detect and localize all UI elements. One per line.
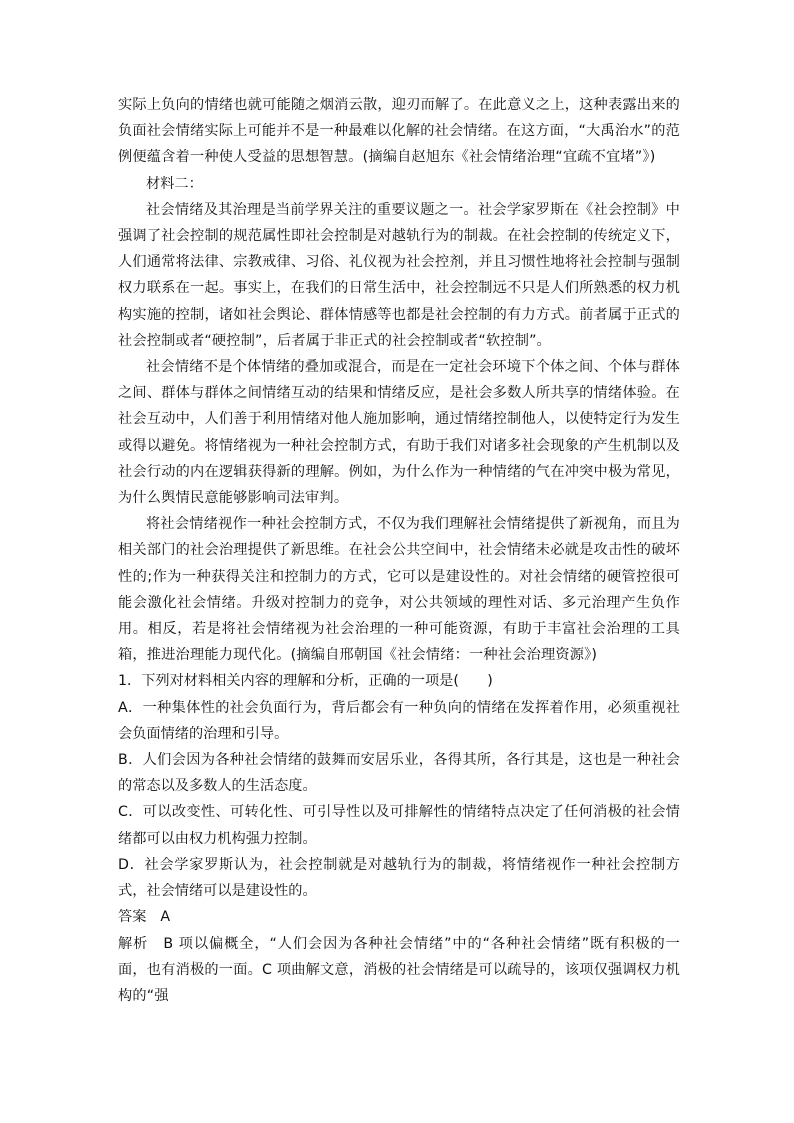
analysis-text: 解析 B 项以偏概全，“人们会因为各种社会情绪”中的“各种社会情绪”既有积极的一面，也有消极的一面。C 项曲解文意，消极的社会情绪是可以疏导的，该项仅强调权力机构的“强 [118,935,680,1004]
material-two-label: 材料二： [146,175,203,192]
option-c: C．可以改变性、可转化性、可引导性以及可排解性的情绪特点决定了任何消极的社会情绪都可以由权力机构强力控制。 [118,804,680,847]
option-d: D．社会学家罗斯认为，社会控制就是对越轨行为的制裁，将情绪视作一种社会控制方式，社会情绪可以是建设性的。 [118,856,680,900]
option-a: A．一种集体性的社会负面行为，背后都会有一种负向的情绪在发挥着作用，必须重视社会负面情绪的治理和引导。 [118,699,680,742]
paragraph-material-one-ending: 实际上负向的情绪也就可能随之烟消云散，迎刃而解了。在此意义之上，这种表露出来的负面社会情绪实际上可能并不是一种最难以化解的社会情绪。在这方面，“大禹治水”的范例便蕴含着一种使人受益的思想智慧。(摘编自赵旭东《社会情绪治理“宜疏不宜堵”》) [118,97,680,166]
option-b: B．人们会因为各种社会情绪的鼓舞而安居乐业，各得其所，各行其是，这也是一种社会的常态以及多数人的生活态度。 [118,752,680,795]
answer-row [118,904,680,930]
paragraph-material-two-2: 社会情绪不是个体情绪的叠加或混合，而是在一定社会环境下个体之间、个体与群体之间、群体与群体之间情绪互动的结果和情绪反应，是社会多数人所共享的情绪体验。在社会互动中，人们善于利用情绪对他人施加影响，通过情绪控制他人，以使特定行为发生或得以避免。将情绪视为一种社会控制方式，有助于我们对诸多社会现象的产生机制以及社会行动的内在逻辑获得新的理解。例如，为什么作为一种情绪的气在冲突中极为常见，为什么舆情民意能够影响司法审判。 [118,359,680,507]
answer-label: 答案 [118,909,147,926]
paragraph-material-two-3: 将社会情绪视作一种社会控制方式，不仅为我们理解社会情绪提供了新视角，而且为相关部门的社会治理提供了新思维。在社会公共空间中，社会情绪未必就是攻击性的破坏性的;作为一种获得关注和控制力的方式，它可以是建设性的。对社会情绪的硬管控很可能会激化社会情绪。升级对控制力的竞争，对公共领域的理性对话、多元治理产生负作用。相反，若是将社会情绪视为社会治理的一种可能资源，有助于丰富社会治理的工具箱，推进治理能力现代化。(摘编自邢朝国《社会情绪：一种社会治理资源》) [118,516,680,664]
answer-value: A [160,909,171,926]
paragraph-material-two-1: 社会情绪及其治理是当前学界关注的重要议题之一。社会学家罗斯在《社会控制》中强调了社会控制的规范属性即社会控制是对越轨行为的制裁。在社会控制的传统定义下，人们通常将法律、宗教戒律、习俗、礼仪视为社会控剂，并且习惯性地将社会控制与强制权力联系在一起。事实上，在我们的日常生活中，社会控制远不只是人们所熟悉的权力机构实施的控制，诸如社会舆论、群体情感等也都是社会控制的有力方式。前者属于正式的社会控制或者“硬控制”，后者属于非正式的社会控制或者“软控制”。 [118,201,680,349]
document-page [118,92,680,1009]
question-stem: 1．下列对材料相关内容的理解和分析，正确的一项是( ) [118,673,493,690]
